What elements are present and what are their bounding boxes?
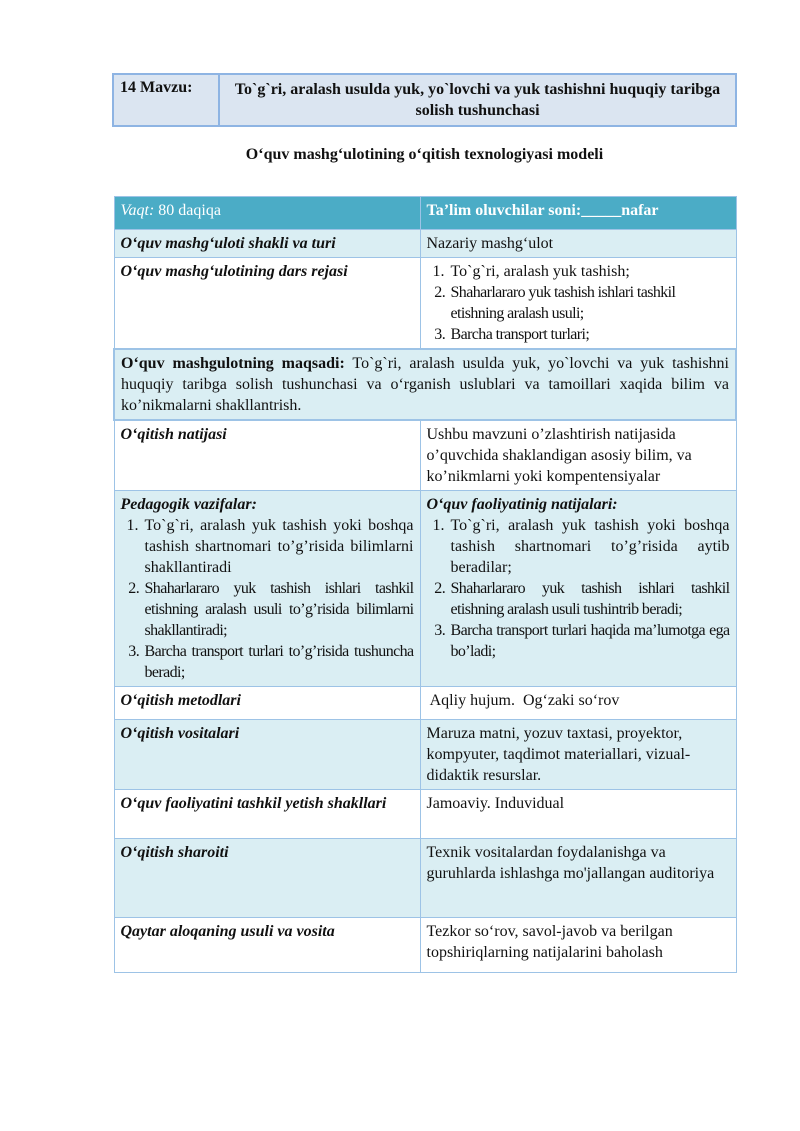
feedback-value: Tezkor so‘rov, savol-javob va berilgan topshiriqlarning natijalarini baholash (420, 918, 736, 973)
plan-item: 1. To`g`ri, aralash yuk tashish; (449, 261, 730, 282)
learning-results-title: O‘quv faoliyatinig natijalari: (426, 496, 618, 513)
org-forms-value: Jamoaviy. Induvidual (420, 790, 736, 839)
learning-result-item: 2. Shaharlararo yuk tashish ishlari tashkil etishning aralash usuli tushintrib beradi; (449, 578, 730, 620)
learning-results-list (427, 515, 730, 662)
pedagogical-tasks-title: Pedagogik vazifalar: (120, 496, 257, 513)
pedagogical-task-item: 3. Barcha transport turlari to’g’risida tushuncha beradi; (143, 641, 414, 683)
methods-row (114, 687, 736, 720)
topic-header-table (112, 73, 737, 127)
tasks-row (114, 491, 736, 687)
plan-item: 3. Barcha transport turlari; (449, 324, 730, 345)
time-label: Vaqt: (120, 202, 155, 219)
result-row (114, 420, 736, 491)
pedagogical-task-item: 2. Shaharlararo yuk tashish ishlari tashkil etishning aralash usuli to’g’risida bilimlarni shakllantiradi; (143, 578, 414, 641)
tools-value: Maruza matni, yozuv taxtasi, proyektor, kompyuter, taqdimot materiallari, vizual-didaktik resurslar. (420, 720, 736, 790)
pedagogical-tasks-list (121, 515, 414, 683)
conditions-value: Texnik vositalardan foydalanishga va guruhlarda ishlashga mo'jallangan auditoriya (420, 839, 736, 918)
plan-item: 2. Shaharlararo yuk tashish ishlari tashkil etishning aralash usuli; (449, 282, 730, 324)
learning-result-item: 3. Barcha transport turlari haqida ma’lumotga ega bo’ladi; (449, 620, 730, 662)
org-forms-label: O‘quv faoliyatini tashkil yetish shakllari (114, 790, 420, 839)
students-count: Ta’lim oluvchilar soni:_____nafar (420, 197, 736, 230)
result-value: Ushbu mavzuni o’zlashtirish natijasida o’quvchida shaklandigan asosiy bilim, va ko’nikmlarni yoki kompentensiyalar (420, 420, 736, 491)
plan-row (114, 258, 736, 350)
plan-list-cell (420, 258, 736, 350)
learning-results-cell (420, 491, 736, 687)
technology-model-table (113, 196, 737, 973)
goal-row (114, 349, 736, 420)
feedback-label: Qaytar aloqaning usuli va vosita (114, 918, 420, 973)
goal-text: To`g`ri, aralash usulda yuk, yo`lovchi va yuk tashishni huquqiy taribga solish tushunchasi va o‘rganish uslublari va tamoillari xaqida bilim va ko’nikmalarni shakllantrish. (121, 355, 729, 414)
learning-result-item: 1. To`g`ri, aralash yuk tashish yoki boshqa tashish shartnomari to’g’risida aytib beradilar; (449, 515, 730, 578)
plan-list (427, 261, 730, 345)
org-forms-row (114, 790, 736, 839)
form-row (114, 230, 736, 258)
tools-label: O‘qitish vositalari (114, 720, 420, 790)
conditions-row (114, 839, 736, 918)
goal-label: O‘quv mashgulotning maqsadi: (121, 355, 345, 372)
header-row (114, 197, 736, 230)
form-value: Nazariy mashg‘ulot (420, 230, 736, 258)
result-label: O‘qitish natijasi (114, 420, 420, 491)
feedback-row (114, 918, 736, 973)
conditions-label: O‘qitish sharoiti (114, 839, 420, 918)
methods-label: O‘qitish metodlari (114, 687, 420, 720)
methods-value: Aqliy hujum. Og‘zaki so‘rov (420, 687, 736, 720)
goal-cell (114, 349, 736, 420)
model-title: O‘quv mashg‘ulotining o‘qitish texnologiyasi modeli (245, 146, 604, 163)
time-cell (114, 197, 420, 230)
pedagogical-tasks-cell (114, 491, 420, 687)
tools-row (114, 720, 736, 790)
topic-number: 14 Mavzu: (113, 74, 219, 126)
topic-title: To`g`ri, aralash usulda yuk, yo`lovchi va yuk tashishni huquqiy taribga solish tushunchasi (219, 74, 736, 126)
time-value: 80 daqiqa (158, 202, 221, 219)
plan-label: O‘quv mashg‘ulotining dars rejasi (114, 258, 420, 350)
pedagogical-task-item: 1. To`g`ri, aralash yuk tashish yoki boshqa tashish shartnomari to’g’risida bilimlarni shakllantiradi (143, 515, 414, 578)
form-label: O‘quv mashg‘uloti shakli va turi (114, 230, 420, 258)
